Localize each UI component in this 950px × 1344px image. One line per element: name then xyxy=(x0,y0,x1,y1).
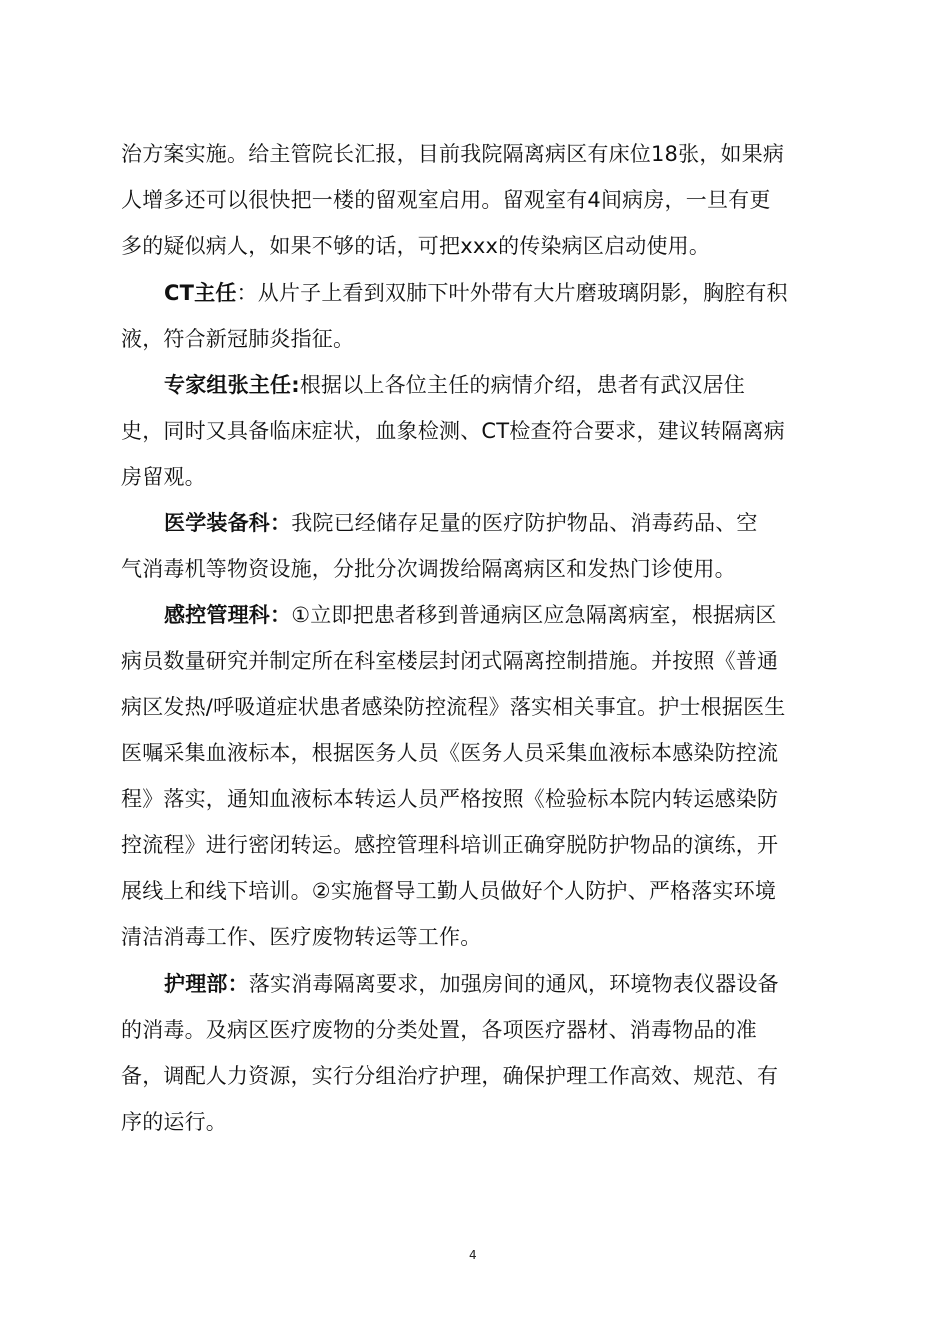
paragraph-first-line xyxy=(164,600,777,630)
paragraph-first-line xyxy=(164,969,779,999)
body-text-line: 控流程》进行密闭转运。感控管理科培训正确穿脱防护物品的演练，开 xyxy=(121,833,779,857)
body-text-line: 液，符合新冠肺炎指征。 xyxy=(121,327,355,351)
body-text-line: 病区发热/呼吸道症状患者感染防控流程》落实相关事宜。护士根据医生 xyxy=(121,695,786,719)
page-number: 4 xyxy=(469,1248,477,1262)
body-text-line: 备，调配人力资源，实行分组治疗护理，确保护理工作高效、规范、有 xyxy=(121,1064,779,1088)
body-text-line: 清洁消毒工作、医疗废物转运等工作。 xyxy=(121,925,482,949)
body-text-line: 程》落实，通知血液标本转运人员严格按照《检验标本院内转运感染防 xyxy=(121,787,779,811)
speaker-label: 感控管理科： xyxy=(164,603,292,627)
body-text-line: 序的运行。 xyxy=(121,1110,227,1134)
body-text: 根据以上各位主任的病情介绍，患者有武汉居住 xyxy=(299,373,746,397)
body-text: 落实消毒隔离要求，加强房间的通风，环境物表仪器设备 xyxy=(248,972,779,996)
paragraph-first-line xyxy=(164,508,758,538)
speaker-label: 专家组张主任: xyxy=(164,373,300,397)
body-text-line: 治方案实施。给主管院长汇报，目前我院隔离病区有床位18张，如果病 xyxy=(121,142,785,166)
body-text-line: 人增多还可以很快把一楼的留观室启用。留观室有4间病房，一旦有更 xyxy=(121,188,771,212)
body-text: 我院已经储存足量的医疗防护物品、消毒药品、空 xyxy=(291,511,758,535)
body-text-line: 气消毒机等物资设施，分批分次调拨给隔离病区和发热门诊使用。 xyxy=(121,557,736,581)
paragraph-first-line xyxy=(164,278,788,308)
body-text-line: 多的疑似病人，如果不够的话，可把xxx的传染病区启动使用。 xyxy=(121,234,711,258)
paragraph-first-line xyxy=(164,370,745,400)
body-text: ①立即把患者移到普通病区应急隔离病室，根据病区 xyxy=(291,603,777,627)
speaker-label: CT主任 xyxy=(164,281,237,305)
body-text-line: 史，同时又具备临床症状，血象检测、CT检查符合要求，建议转隔离病 xyxy=(121,419,785,443)
speaker-label: 护理部： xyxy=(164,972,249,996)
body-text-line: 病员数量研究并制定所在科室楼层封闭式隔离控制措施。并按照《普通 xyxy=(121,649,779,673)
body-text-line: 房留观。 xyxy=(121,465,206,489)
body-text-line: 展线上和线下培训。②实施督导工勤人员做好个人防护、严格落实环境 xyxy=(121,879,777,903)
body-text-line: 医嘱采集血液标本，根据医务人员《医务人员采集血液标本感染防控流 xyxy=(121,741,779,765)
body-text-line: 的消毒。及病区医疗废物的分类处置，各项医疗器材、消毒物品的准 xyxy=(121,1018,757,1042)
speaker-label: 医学装备科： xyxy=(164,511,292,535)
body-text: ：从片子上看到双肺下叶外带有大片磨玻璃阴影，胸腔有积 xyxy=(236,281,788,305)
